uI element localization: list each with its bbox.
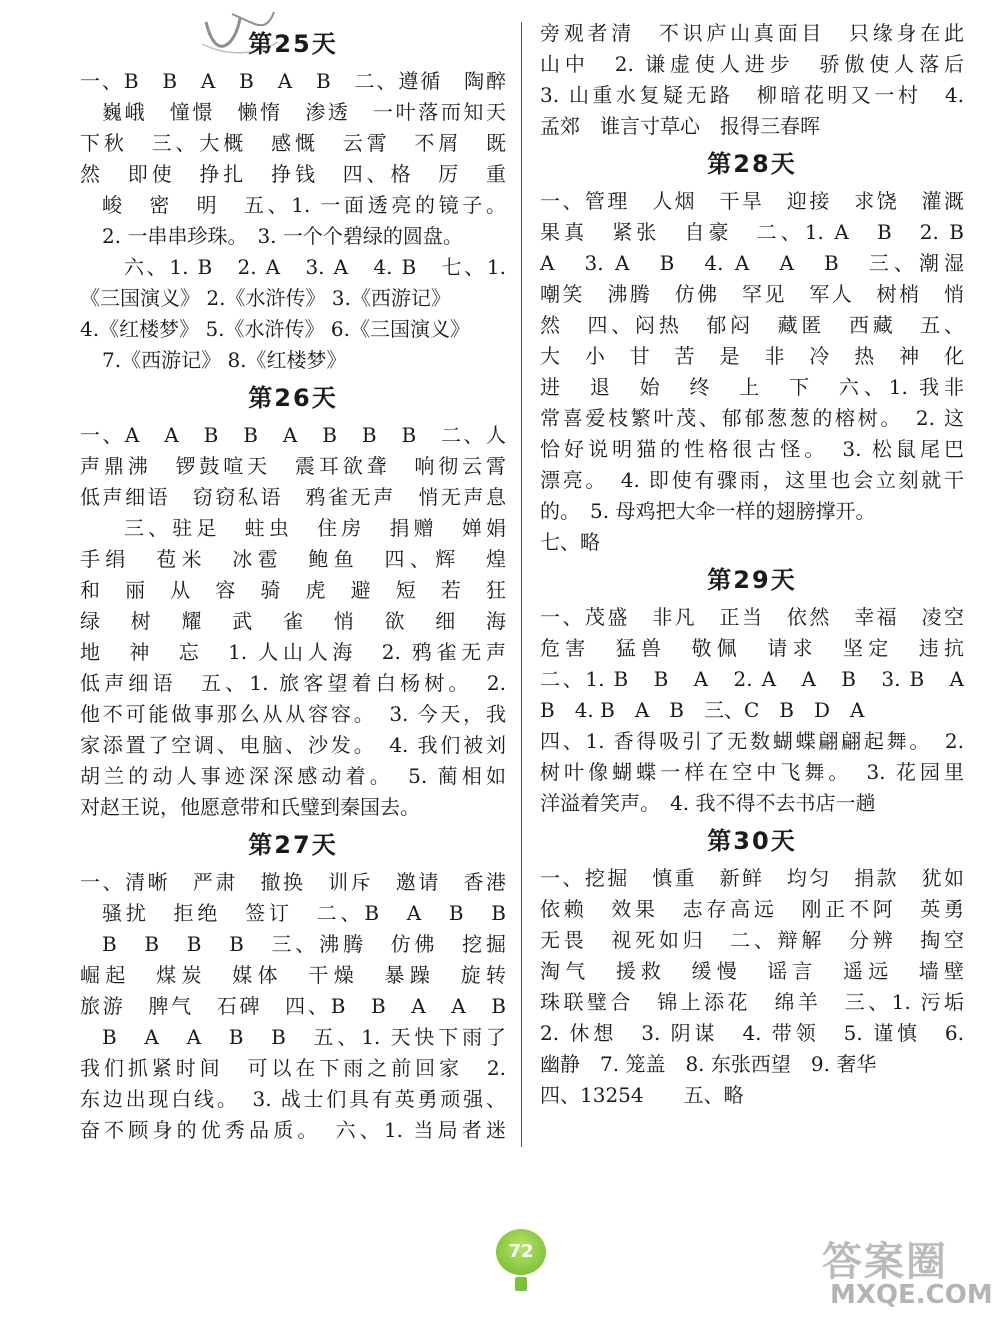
column-divider bbox=[521, 22, 522, 1147]
answer-line: 奋不顾身的优秀品质。 六、1. 当局者迷 bbox=[80, 1118, 506, 1142]
answer-line: 旅游 脾气 石碑 四、B B A A B bbox=[80, 994, 506, 1018]
answer-line: 嘲笑 沸腾 仿佛 罕见 军人 树梢 悄 bbox=[540, 282, 964, 306]
answer-line: 无畏 视死如归 二、辩解 分辨 掏空 bbox=[540, 928, 964, 952]
day-heading: 第30天 bbox=[707, 827, 797, 855]
answer-line: 家添置了空调、电脑、沙发。 4. 我们被刘 bbox=[80, 733, 506, 757]
answer-line: 绿 树 耀 武 雀 悄 欲 细 海 bbox=[80, 609, 506, 633]
page-number: 72 bbox=[496, 1229, 546, 1275]
answer-line: 对赵王说，他愿意带和氏璧到秦国去。 bbox=[80, 795, 420, 819]
answer-line: 手绢 苞米 冰雹 鲍鱼 四、辉 煌 bbox=[80, 547, 506, 571]
answer-line: 崛起 煤炭 媒体 干燥 暴躁 旋转 bbox=[80, 963, 506, 987]
answer-line: B B B B 三、沸腾 仿佛 挖掘 bbox=[102, 932, 506, 956]
answer-line: 二、1. B B A 2. A A B 3. B A bbox=[540, 667, 964, 691]
watermark-logo bbox=[822, 1230, 998, 1312]
answer-line: 三、驻足 蛀虫 住房 捐赠 婵娟 bbox=[124, 516, 506, 540]
answer-line: 2. 休想 3. 阴谋 4. 带领 5. 谨慎 6. bbox=[540, 1021, 964, 1045]
answer-line: 一、管理 人烟 干旱 迎接 求饶 灌溉 bbox=[540, 189, 964, 213]
answer-line: 孟郊 谁言寸草心 报得三春晖 bbox=[540, 114, 820, 138]
answer-line: 四、13254 五、略 bbox=[540, 1083, 744, 1107]
day-heading: 第29天 bbox=[707, 566, 797, 594]
page-number-badge bbox=[496, 1229, 546, 1295]
answer-line: 4.《红楼梦》 5.《水浒传》 6.《三国演义》 bbox=[80, 317, 470, 341]
answer-line: B A A B B 五、1. 天快下雨了 bbox=[102, 1025, 506, 1049]
answer-line: 骚扰 拒绝 签订 二、B A B B bbox=[102, 901, 506, 925]
answer-line: 旁观者清 不识庐山真面目 只缘身在此 bbox=[540, 21, 964, 45]
answer-line: 恰好说明猫的性格很古怪。 3. 松鼠尾巴 bbox=[540, 437, 964, 461]
answer-line: 树叶像蝴蝶一样在空中飞舞。 3. 花园里 bbox=[540, 760, 964, 784]
badge-stem bbox=[515, 1277, 527, 1291]
answer-line: 然 四、闷热 郁闷 藏匿 西藏 五、 bbox=[540, 313, 964, 337]
answer-line: 地 神 忘 1. 人山人海 2. 鸦雀无声 bbox=[80, 640, 506, 664]
watermark-bottom-text: MXQE.COM bbox=[830, 1280, 993, 1310]
answer-line: 《三国演义》 2.《水浒传》 3.《西游记》 bbox=[80, 286, 451, 310]
answer-line: 四、1. 香得吸引了无数蝴蝶翩翩起舞。 2. bbox=[540, 729, 964, 753]
answer-line: 果真 紧张 自豪 二、1. A B 2. B bbox=[540, 220, 964, 244]
answer-line: 3. 山重水复疑无路 柳暗花明又一村 4. bbox=[540, 83, 964, 107]
answer-line: 胡兰的动人事迹深深感动着。 5. 蔺相如 bbox=[80, 764, 506, 788]
answer-line: 洋溢着笑声。 4. 我不得不去书店一趟 bbox=[540, 791, 876, 815]
answer-line: 低声细语 五、1. 旅客望着白杨树。 2. bbox=[80, 671, 506, 695]
answer-line: B 4. B A B 三、C B D A bbox=[540, 698, 865, 722]
answer-line: 珠联璧合 锦上添花 绵羊 三、1. 污垢 bbox=[540, 990, 964, 1014]
answer-line: 2. 一串串珍珠。 3. 一个个碧绿的圆盘。 bbox=[102, 224, 463, 248]
answer-line: 六、1. B 2. A 3. A 4. B 七、1. bbox=[124, 255, 506, 279]
answer-line: 危害 猛兽 敬佩 请求 坚定 违抗 bbox=[540, 636, 964, 660]
answer-line: 一、B B A B A B 二、遵循 陶醉 bbox=[80, 69, 506, 93]
day-heading: 第26天 bbox=[248, 384, 338, 412]
answer-line: 声鼎沸 锣鼓喧天 震耳欲聋 响彻云霄 bbox=[80, 454, 506, 478]
answer-line: 依赖 效果 志存高远 刚正不阿 英勇 bbox=[540, 897, 964, 921]
answer-line: 下秋 三、大概 感慨 云霄 不屑 既 bbox=[80, 131, 506, 155]
answer-line: 漂亮。 4. 即使有骤雨，这里也会立刻就干 bbox=[540, 468, 964, 492]
answer-line: 幽静 7. 笼盖 8. 东张西望 9. 奢华 bbox=[540, 1052, 877, 1076]
answer-line: 淘气 援救 缓慢 谣言 遥远 墙壁 bbox=[540, 959, 964, 983]
answer-line: 我们抓紧时间 可以在下雨之前回家 2. bbox=[80, 1056, 506, 1080]
answer-line: A 3. A B 4. A A B 三、潮湿 bbox=[540, 251, 964, 275]
answer-line: 常喜爱枝繁叶茂、郁郁葱葱的榕树。 2. 这 bbox=[540, 406, 964, 430]
left-column bbox=[80, 22, 506, 1146]
answer-line: 一、A A B B A B B B 二、人 bbox=[80, 423, 506, 447]
day-heading: 第25天 bbox=[248, 30, 338, 58]
day-heading: 第28天 bbox=[707, 150, 797, 178]
answer-line: 低声细语 窃窃私语 鸦雀无声 悄无声息 bbox=[80, 485, 506, 509]
answer-line: 他不可能做事那么从从容容。 3. 今天，我 bbox=[80, 702, 506, 726]
answer-line: 然 即使 挣扎 挣钱 四、格 厉 重 bbox=[80, 162, 506, 186]
answer-line: 巍峨 憧憬 懒惰 渗透 一叶落而知天 bbox=[102, 100, 506, 124]
answer-line: 7.《西游记》 8.《红楼梦》 bbox=[102, 348, 347, 372]
answer-line: 山中 2. 谦虚使人进步 骄傲使人落后 bbox=[540, 52, 964, 76]
watermark-top-text: 答案圈 bbox=[822, 1239, 948, 1285]
answer-line: 一、茂盛 非凡 正当 依然 幸福 凌空 bbox=[540, 605, 964, 629]
answer-line: 大 小 甘 苦 是 非 冷 热 神 化 bbox=[540, 344, 964, 368]
answer-line: 的。 5. 母鸡把大伞一样的翅膀撑开。 bbox=[540, 499, 876, 523]
answer-line: 和 丽 从 容 骑 虎 避 短 若 狂 bbox=[80, 578, 506, 602]
day-heading: 第27天 bbox=[248, 831, 338, 859]
answer-line: 东边出现白线。 3. 战士们具有英勇顽强、 bbox=[80, 1087, 506, 1111]
answer-line: 进 退 始 终 上 下 六、1. 我非 bbox=[540, 375, 964, 399]
answer-line: 峻 密 明 五、1. 一面透亮的镜子。 bbox=[102, 193, 506, 217]
answer-line: 一、清晰 严肃 撤换 训斥 邀请 香港 bbox=[80, 870, 506, 894]
right-column bbox=[540, 18, 964, 1111]
answer-line: 七、略 bbox=[540, 530, 600, 554]
answer-line: 一、挖掘 慎重 新鲜 均匀 捐款 犹如 bbox=[540, 866, 964, 890]
